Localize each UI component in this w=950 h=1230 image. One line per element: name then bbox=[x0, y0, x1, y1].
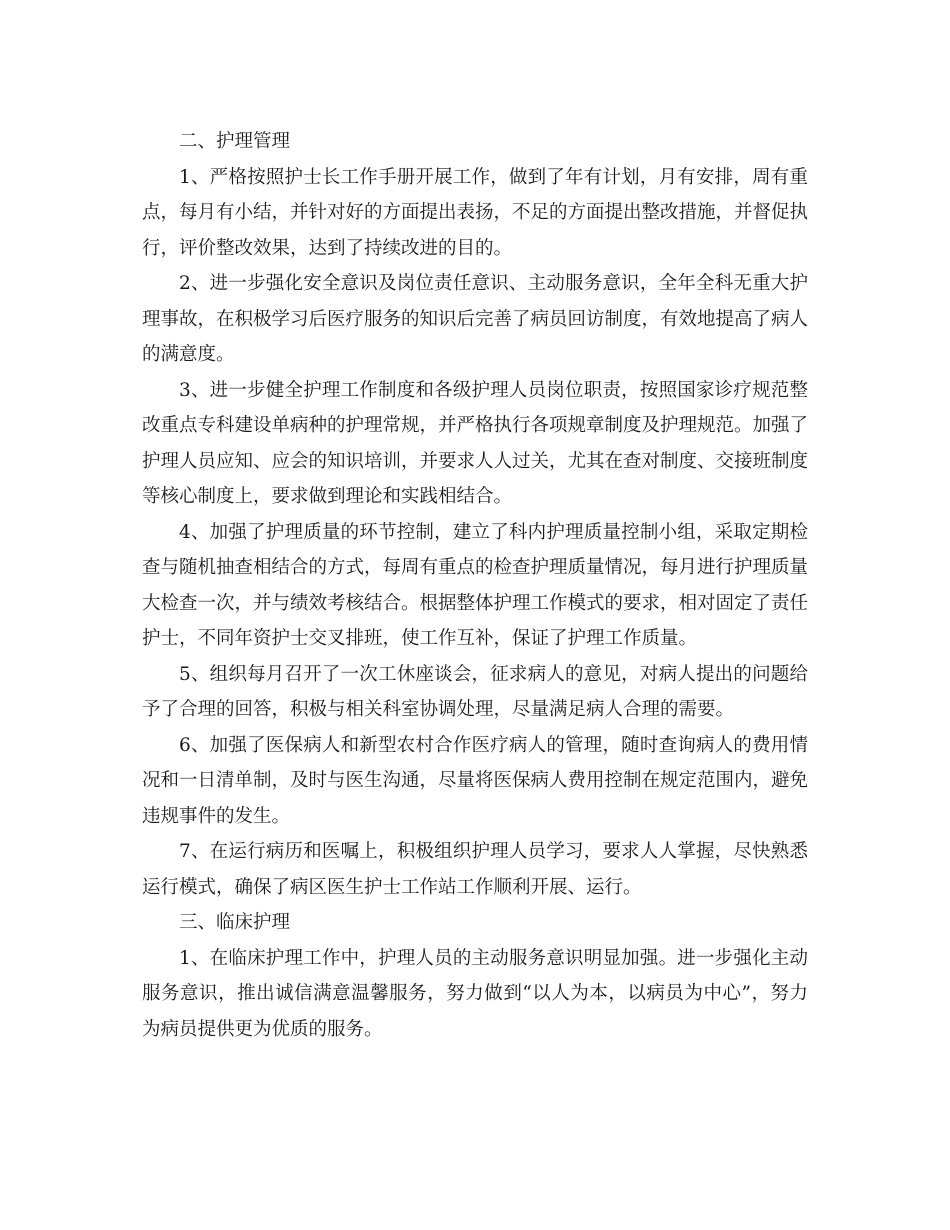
section-heading-nursing-management: 二、护理管理 bbox=[179, 131, 291, 152]
paragraph-item-4: 4、加强了护理质量的环节控制，建立了科内护理质量控制小组，采取定期检查与随机抽查相结合的方式，每周有重点的检查护理质量情况，每月进行护理质量大检查一次，并与绩效考核结合。根据整体护理工作模式的要求，相对固定了责任护士，不同年资护士交叉排班，使工作互补，保证了护理工作质量。 bbox=[142, 521, 809, 649]
paragraph-clinical-item-1: 1、在临床护理工作中，护理人员的主动服务意识明显加强。进一步强化主动服务意识，推出诚信满意温馨服务，努力做到“以人为本，以病员为中心”，努力为病员提供更为优质的服务。 bbox=[142, 947, 808, 1040]
paragraph-item-2: 2、进一步强化安全意识及岗位责任意识、主动服务意识，全年全科无重大护理事故，在积极学习后医疗服务的知识后完善了病员回访制度，有效地提高了病人的满意度。 bbox=[142, 273, 809, 365]
paragraph-item-7: 7、在运行病历和医嘱上，积极组织护理人员学习，要求人人掌握，尽快熟悉运行模式，确保了病区医生护士工作站工作顺利开展、运行。 bbox=[142, 841, 808, 898]
section-heading-clinical-nursing: 三、临床护理 bbox=[179, 912, 291, 933]
paragraph-item-3: 3、进一步健全护理工作制度和各级护理人员岗位职责，按照国家诊疗规范整改重点专科建设单病种的护理常规，并严格执行各项规章制度及护理规范。加强了护理人员应知、应会的知识培训，并要求人人过关，尤其在查对制度、交接班制度等核心制度上，要求做到理论和实践相结合。 bbox=[142, 379, 809, 507]
paragraph-item-6: 6、加强了医保病人和新型农村合作医疗病人的管理，随时查询病人的费用情况和一日清单制，及时与医生沟通，尽量将医保病人费用控制在规定范围内，避免违规事件的发生。 bbox=[142, 734, 809, 827]
document-body bbox=[142, 124, 808, 1047]
paragraph-item-5: 5、组织每月召开了一次工休座谈会，征求病人的意见，对病人提出的问题给予了合理的回答，积极与相关科室协调处理，尽量满足病人合理的需要。 bbox=[142, 663, 808, 720]
paragraph-item-1: 1、严格按照护士长工作手册开展工作，做到了年有计划，月有安排，周有重点，每月有小结，并针对好的方面提出表扬，不足的方面提出整改措施，并督促执行，评价整改效果，达到了持续改进的目的。 bbox=[142, 166, 809, 259]
